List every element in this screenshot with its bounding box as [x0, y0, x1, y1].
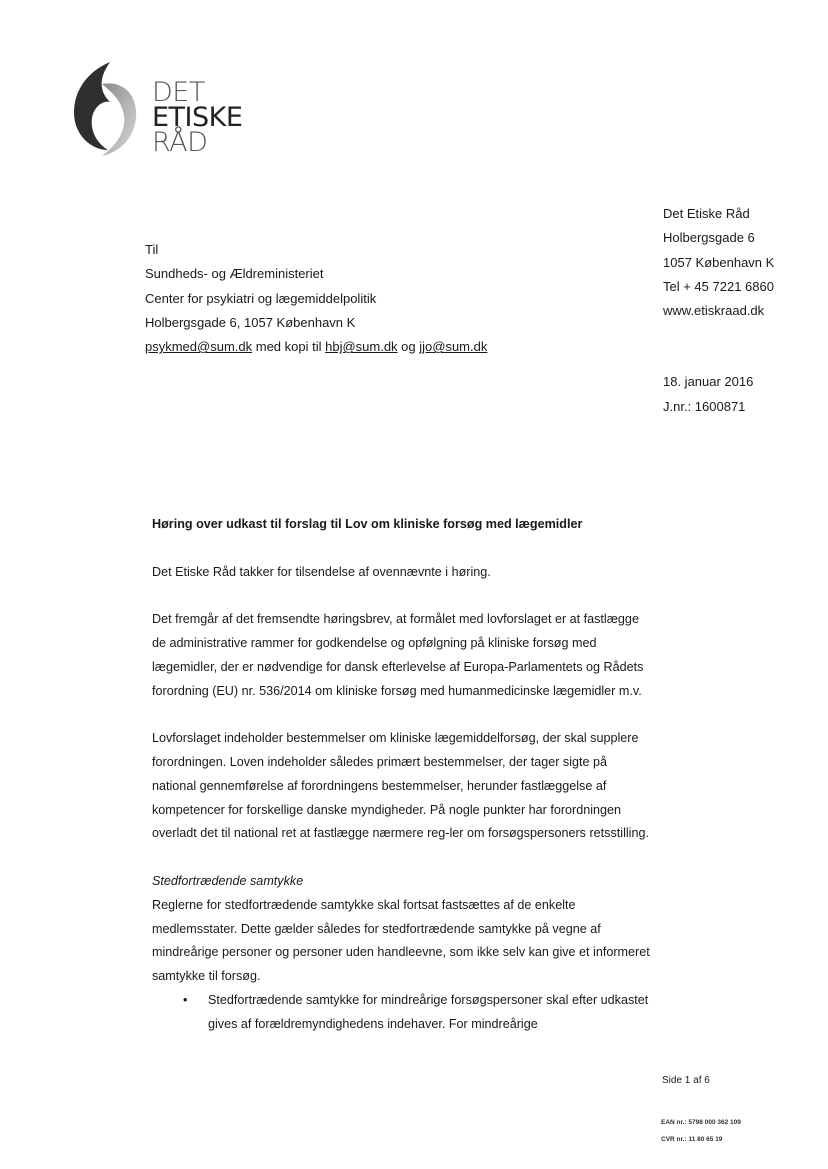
email-link-hbj[interactable]: hbj@sum.dk [325, 339, 398, 355]
sender-city: 1057 København K [663, 254, 775, 270]
email-link-jjo[interactable]: jjo@sum.dk [419, 339, 488, 355]
letter-body [152, 513, 652, 1037]
recipient-to: Til [145, 242, 159, 257]
letter-subject: Høring over udkast til forslag til Lov om kliniske forsøg med lægemidler [152, 517, 583, 531]
recipient-center: Center for psykiatri og lægemiddelpolitik [145, 290, 377, 306]
letter-date: 18. januar 2016 [663, 374, 754, 389]
paragraph-thanks: Det Etiske Råd takker for tilsendelse af ovennævnte i høring. [152, 564, 491, 579]
page-number: Side 1 af 6 [662, 1075, 710, 1086]
paragraph-provisions: Lovforslaget indeholder bestemmelser om kliniske lægemiddelforsøg, der skal supplere forordningen. Loven indeholder således primært bestemmelser, der tager sigte på national gennemførelse af forordningens bestemmelser, herunder fastlæggelse af kompetencer for forskellige danske myndigheder. På nogle punkter har forordningen overladt det til national ret at fastlægge nærmere reg-ler om forsøgspersoners retsstilling. [152, 731, 649, 841]
bullet-icon: • [183, 992, 188, 1007]
section-heading: Stedfortrædende samtykke [152, 873, 304, 888]
sender-name: Det Etiske Råd [663, 206, 750, 221]
date-block [663, 370, 753, 419]
cvr-number: CVR nr.: 11 80 65 19 [661, 1136, 723, 1143]
ean-number: EAN nr.: 5798 000 362 109 [661, 1119, 741, 1126]
logo-line-det: DET [152, 77, 205, 108]
paragraph-purpose: Det fremgår af det fremsendte høringsbrev, at formålet med lovforslaget er at fastlægge de administrative rammer for godkendelse og opfølgning på kliniske forsøg med lægemidler, der er nødvendige for dansk efterlevelse af Europa-Parlamentets og Rådets forordning (EU) nr. 536/2014 om kliniske forsøg med humanmedicinske lægemidler m.v. [152, 612, 644, 698]
email-copy-text: med kopi til [252, 339, 326, 355]
sender-web: www.etiskraad.dk [663, 303, 765, 319]
recipient-address [145, 238, 487, 359]
sender-street: Holbergsgade 6 [663, 230, 755, 246]
registration-numbers [661, 1114, 741, 1148]
recipient-emails [145, 335, 487, 359]
journal-number: J.nr.: 1600871 [663, 398, 746, 414]
logo-line-raad: RÅD [152, 127, 208, 158]
email-link-psykmed[interactable]: psykmed@sum.dk [145, 339, 253, 355]
sender-phone: Tel + 45 7221 6860 [663, 278, 774, 294]
logo-line-etiske: ETISKE [152, 102, 243, 133]
recipient-ministry: Sundheds- og Ældreministeriet [145, 266, 324, 282]
list-item [152, 989, 652, 1037]
email-and-text: og [397, 339, 420, 355]
logo [72, 58, 272, 168]
paragraph-consent: Reglerne for stedfortrædende samtykke skal fortsat fastsættes af de enkelte medlemsstater. Dette gælder således for stedfortrædende samtykke på vegne af mindreårige personer og personer uden handleevne, som ikke selv kan give et informeret samtykke til forsøg. [152, 897, 650, 984]
recipient-street: Holbergsgade 6, 1057 København K [145, 314, 356, 330]
bullet-text: Stedfortrædende samtykke for mindreårige forsøgspersoner skal efter udkastet gives af forældremyndighedens indehaver. For mindreårige [208, 992, 649, 1031]
logo-symbol-icon [72, 58, 142, 158]
sender-address [663, 202, 774, 323]
